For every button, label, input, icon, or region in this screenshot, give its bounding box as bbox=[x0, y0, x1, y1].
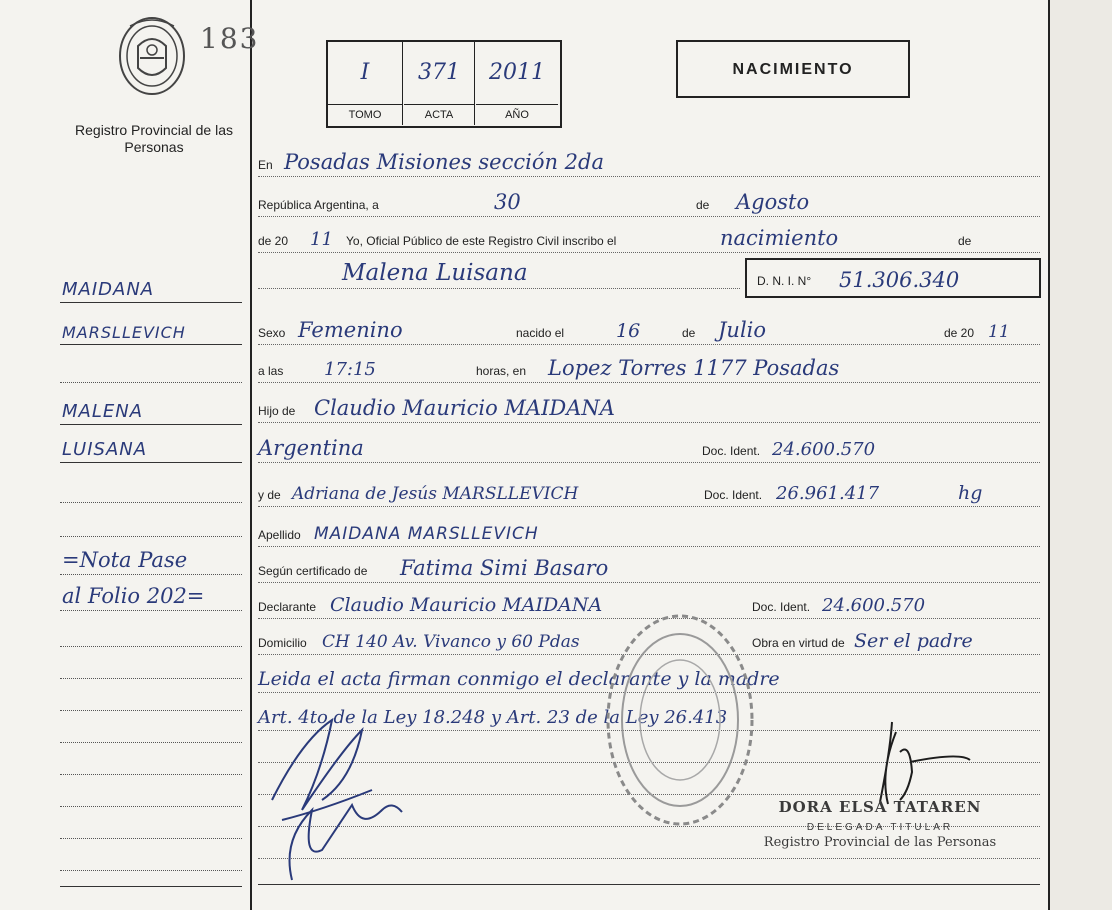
birth-year-value: 11 bbox=[988, 322, 1010, 342]
page-edge bbox=[1048, 0, 1112, 910]
row-location bbox=[258, 146, 1040, 177]
apellido-label: Apellido bbox=[258, 528, 301, 542]
father-doc: 24.600.570 bbox=[772, 439, 876, 460]
anio-value: 2011 bbox=[489, 60, 545, 85]
nacido-label: nacido el bbox=[516, 326, 565, 340]
officer-name: DORA ELSA TATAREN bbox=[778, 798, 982, 816]
day-value: 30 bbox=[494, 190, 521, 214]
officer-signature-icon bbox=[850, 712, 990, 812]
month-value: Agosto bbox=[736, 190, 810, 214]
row-date bbox=[258, 186, 1040, 217]
dni-value: 51.306.340 bbox=[839, 268, 960, 292]
year-value: 11 bbox=[310, 229, 333, 250]
mother-name: Adriana de Jesús MARSLLEVICH bbox=[292, 484, 579, 504]
margin-line bbox=[60, 620, 242, 647]
location-value: Posadas Misiones sección 2da bbox=[284, 150, 605, 174]
declarant-signature-icon bbox=[262, 700, 412, 890]
anio-cell bbox=[476, 42, 558, 104]
yde-label: y de bbox=[258, 488, 281, 502]
dni-box bbox=[745, 258, 1041, 298]
father-nationality: Argentina bbox=[258, 436, 364, 460]
margin-line bbox=[60, 356, 242, 383]
hijo-label: Hijo de bbox=[258, 404, 296, 418]
mother-doc-suffix: hg bbox=[958, 482, 983, 504]
margin-name-2: LUISANA bbox=[62, 439, 148, 460]
registry-name: Registro Provincial de las Personas bbox=[75, 122, 233, 155]
margin-line bbox=[60, 780, 242, 807]
margin-line bbox=[60, 510, 242, 537]
row-mother bbox=[258, 476, 1040, 507]
row-time-place bbox=[258, 352, 1040, 383]
birth-month: Julio bbox=[718, 318, 767, 342]
provincial-seal-icon bbox=[116, 12, 188, 98]
tomo-cell bbox=[328, 42, 403, 104]
row-father bbox=[258, 392, 1040, 423]
tomo-value: I bbox=[360, 60, 370, 85]
birth-year-prefix: de 20 bbox=[944, 326, 975, 340]
declarante-doc-label: Doc. Ident. bbox=[752, 600, 811, 614]
margin-line bbox=[60, 476, 242, 503]
de-label: de bbox=[696, 198, 710, 212]
row-sex-birthdate bbox=[258, 314, 1040, 345]
declarante-label: Declarante bbox=[258, 600, 317, 614]
sexo-label: Sexo bbox=[258, 326, 286, 340]
margin-line bbox=[60, 812, 242, 839]
acta-value: 371 bbox=[418, 60, 460, 85]
year-prefix-label: de 20 bbox=[258, 234, 289, 248]
anio-label: AÑO bbox=[476, 104, 558, 125]
margin-divider bbox=[250, 0, 252, 910]
record-number-box bbox=[326, 40, 562, 128]
row-apellido bbox=[258, 516, 1040, 547]
declarante-doc: 24.600.570 bbox=[822, 595, 926, 616]
margin-line bbox=[60, 748, 242, 775]
child-name: Malena Luisana bbox=[342, 260, 528, 286]
en-label: En bbox=[258, 158, 273, 172]
domicilio-label: Domicilio bbox=[258, 636, 307, 650]
de3-label: de bbox=[682, 326, 696, 340]
margin-line bbox=[60, 276, 242, 303]
apellido-value: MAIDANA MARSLLEVICH bbox=[314, 524, 539, 544]
margin-line bbox=[60, 860, 242, 887]
margin-surname-2: MARSLLEVICH bbox=[62, 323, 186, 342]
margin-surname-1: MAIDANA bbox=[62, 279, 155, 300]
row-certificado bbox=[258, 552, 1040, 583]
certificado-value: Fatima Simi Basaro bbox=[400, 556, 609, 580]
margin-line bbox=[60, 548, 242, 575]
margin-line bbox=[60, 436, 242, 463]
mother-doc: 26.961.417 bbox=[776, 483, 880, 504]
sexo-value: Femenino bbox=[298, 318, 403, 342]
horas-label: horas, en bbox=[476, 364, 527, 378]
tomo-label: TOMO bbox=[328, 104, 403, 125]
obra-value: Ser el padre bbox=[854, 630, 973, 652]
margin-line bbox=[60, 318, 242, 345]
margin-note-2: al Folio 202= bbox=[62, 584, 205, 608]
de2-label: de bbox=[958, 234, 972, 248]
mother-doc-label: Doc. Ident. bbox=[704, 488, 763, 502]
domicilio-value: CH 140 Av. Vivanco y 60 Pdas bbox=[322, 632, 580, 652]
time-value: 17:15 bbox=[324, 359, 376, 380]
acta-cell bbox=[404, 42, 475, 104]
yo-label: Yo, Oficial Público de este Registro Civil inscribo el bbox=[346, 234, 617, 248]
margin-line bbox=[60, 684, 242, 711]
obra-label: Obra en virtud de bbox=[752, 636, 845, 650]
folio-number: 183 bbox=[200, 22, 260, 55]
articulo-value: Art. 4to de la Ley 18.248 y Art. 23 de la Ley 26.413 bbox=[258, 707, 728, 728]
inscribo-value: nacimiento bbox=[720, 226, 839, 250]
margin-line bbox=[60, 652, 242, 679]
officer-stamp bbox=[760, 798, 1000, 850]
father-name: Claudio Mauricio MAIDANA bbox=[314, 396, 615, 420]
document-type: NACIMIENTO bbox=[676, 40, 910, 98]
birth-day: 16 bbox=[616, 320, 641, 342]
margin-line bbox=[60, 398, 242, 425]
margin-line bbox=[60, 584, 242, 611]
margin-line bbox=[60, 716, 242, 743]
doc-ident-label: Doc. Ident. bbox=[702, 444, 761, 458]
row-inscription bbox=[258, 222, 1040, 253]
row-child-name bbox=[258, 258, 740, 289]
margin-name-1: MALENA bbox=[62, 401, 144, 422]
acta-label: ACTA bbox=[404, 104, 475, 125]
registry-stamp-icon bbox=[600, 610, 760, 830]
segun-label: Según certificado de bbox=[258, 564, 368, 578]
leido-value: Leida el acta firman conmigo el declarante y la madre bbox=[258, 668, 780, 690]
alas-label: a las bbox=[258, 364, 284, 378]
officer-title: DELEGADA TITULAR bbox=[806, 822, 954, 833]
officer-office: Registro Provincial de las Personas bbox=[763, 835, 997, 850]
republica-label: República Argentina, a bbox=[258, 198, 379, 212]
declarante-value: Claudio Mauricio MAIDANA bbox=[330, 594, 603, 616]
row-father-doc bbox=[258, 432, 1040, 463]
place-value: Lopez Torres 1177 Posadas bbox=[548, 356, 840, 380]
margin-note-1: =Nota Pase bbox=[62, 548, 188, 572]
dni-label: D. N. I. N° bbox=[757, 274, 812, 288]
